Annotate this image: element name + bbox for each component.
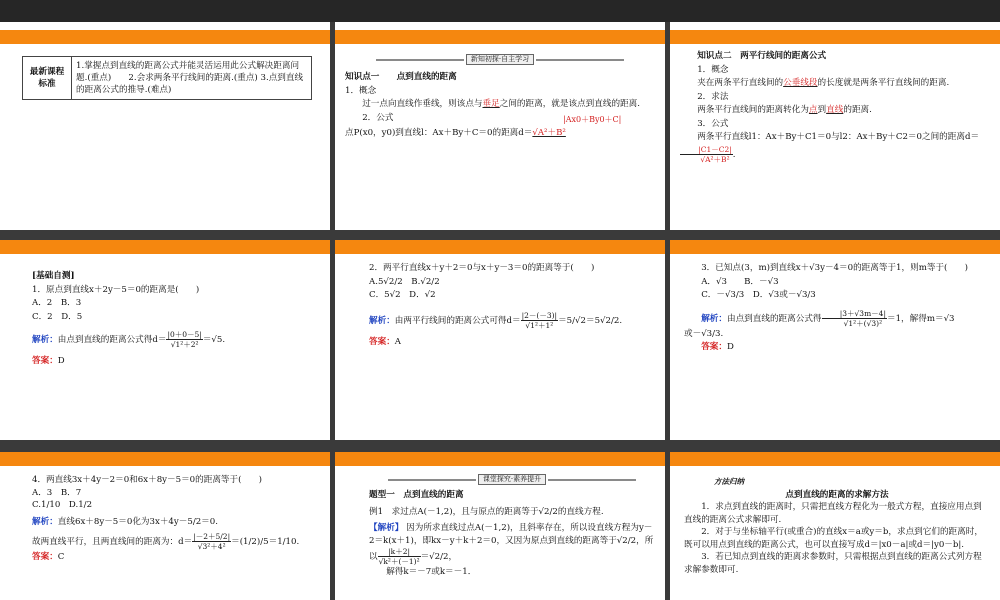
analysis-tail: 或－√3/3. [684, 328, 724, 339]
answer-text: 答案：D [701, 342, 734, 352]
concept-text: 过一点向直线作垂线，则该点与垂足之间的距离，就是该点到直线的距离. [362, 99, 640, 109]
formula-numerator: |Ax0＋By0＋C| [563, 115, 622, 124]
top-toolbar [0, 0, 1000, 22]
knowledge-point-title: 知识点二 两平行线间的距离公式 [697, 51, 827, 61]
formula-title: 3．公式 [697, 118, 729, 129]
slide-header-bar [0, 240, 330, 254]
slide-body [0, 254, 330, 440]
slide-body [670, 44, 1000, 230]
question-text: 1．原点到直线x＋2y－5＝0的距离是( ) [32, 284, 200, 295]
slide-header-bar [670, 30, 1000, 44]
answer-text: 答案：D [32, 356, 65, 366]
example-text: 例1 求过点A(－1,2)，且与原点的距离等于√2/2的直线方程. [369, 506, 604, 517]
formula-title: 2．公式 [362, 112, 394, 123]
section-banner [369, 474, 655, 485]
analysis-text: 解析：直线6x＋8y－5＝0化为3x＋4y－5/2＝0. [32, 516, 218, 527]
slide-header-bar [335, 240, 665, 254]
options-row: A．√3 B．－√3 [701, 276, 779, 287]
table-content: 1.掌握点到直线的距离公式并能灵活运用此公式解决距离问题.(重点) 2.会求两条平行线间的距离.(重点) 3.点到直线的距离公式的推导.(难点) [72, 57, 312, 100]
slide-header-bar [335, 30, 665, 44]
slide-thumbnail-9[interactable] [670, 452, 1000, 600]
method-heading: 方法归纳 [714, 477, 744, 486]
answer-text: 答案：A [369, 336, 402, 347]
analysis-cut-line: 解得k＝－7或k＝－1． [386, 567, 477, 577]
table-header: 最新课程标准 [23, 57, 72, 100]
slide-thumbnail-2[interactable] [335, 30, 665, 230]
analysis-text-2: 故两直线平行，且两直线间的距离为：d＝ $\frac{|-2+5/2|}{\text{√3²＋4²}}$ ＝(1/2)/5＝1/10. [32, 532, 300, 551]
slide-body [670, 254, 1000, 440]
slide-header-bar [0, 452, 330, 466]
row-divider [0, 440, 1000, 452]
course-standard-table [22, 56, 312, 100]
slide-thumbnail-7[interactable] [0, 452, 330, 600]
concept-title: 1．概念 [697, 64, 729, 75]
options-row: A．3 B．7 [32, 487, 82, 498]
slide-thumbnail-5[interactable] [335, 240, 665, 440]
slide-body [670, 466, 1000, 600]
banner-label: 新知初探·自主学习 [466, 54, 534, 65]
options-row: C．2 D．5 [32, 311, 83, 322]
slide-body [335, 466, 665, 600]
slide-body [335, 254, 665, 440]
slide-thumbnail-1[interactable] [0, 30, 330, 230]
formula-text: 点P(x0，y0)到直线l：Ax＋By＋C＝0的距离d＝√A²＋B² [345, 127, 566, 138]
method-blank-point: 点 [808, 105, 818, 115]
row-divider [0, 230, 1000, 240]
concept-text: 夹在两条平行直线间的公垂线段的长度就是两条平行直线间的距离. [697, 78, 950, 88]
question-text: 3．已知点(3，m)到直线x＋√3y－4＝0的距离等于1，则m等于( ) [701, 263, 968, 273]
options-row: C.1/10 D.1/2 [32, 500, 93, 510]
question-text: 2．两平行直线x＋y＋2＝0与x＋y－3＝0的距离等于( ) [369, 263, 595, 273]
method-title: 点到直线的距离的求解方法 [785, 489, 889, 500]
slide-header-bar [670, 240, 1000, 254]
method-paragraph: 2．对于与坐标轴平行(或重合)的直线x＝a或y＝b，求点到它们的距离时，既可以用点到直线的距离公式，也可以直接写成d＝|x0－a|或d＝|y0－b|. [684, 527, 983, 550]
slide-header-bar [670, 452, 1000, 466]
options-row: C．5√2 D．√2 [369, 290, 436, 300]
analysis-text: 解析：由点到直线的距离公式得d＝ $\frac{|0+0-5|}{\text{√1²＋2²}}$ ＝√5. [32, 330, 226, 349]
options-row: A．2 B．3 [32, 298, 82, 308]
analysis-text: 解析：由两平行线间的距离公式可得d＝ $\frac{|2-(-3)|}{\text{√1²＋1²}}$ ＝5/√2＝5√2/2. [369, 310, 623, 330]
options-row: C．－√3/3 D．√3或－√3/3 [701, 290, 816, 300]
slide-body [0, 44, 330, 230]
knowledge-point-title: 知识点一 点到直线的距离 [345, 72, 457, 82]
method-blank-line: 直线 [826, 105, 844, 115]
concept-title: 1．概念 [345, 85, 377, 96]
concept-blank: 公垂线段 [783, 78, 818, 88]
formula-text: 两条平行直线l1：Ax＋By＋C1＝0与l2：Ax＋By＋C2＝0之间的距离d＝ $\frac{|C1-C2|}{\text{√A²＋B²}}$ . [680, 131, 990, 164]
banner-label: 课堂探究·素养提升 [478, 474, 546, 485]
slide-header-bar [0, 30, 330, 44]
method-paragraph: 3．若已知点到直线的距离求参数时，只需根据点到直线的距离公式列方程求解参数即可. [684, 552, 982, 575]
slide-thumbnail-3[interactable] [670, 30, 1000, 230]
type-title: 题型一 点到直线的距离 [369, 490, 464, 500]
formula-denominator: √A²＋B² [532, 127, 566, 138]
slide-thumbnail-4[interactable] [0, 240, 330, 440]
method-paragraph: 1．求点到直线的距离时，只需把直线方程化为一般式方程，直接应用点到直线的距离公式求解即可. [684, 502, 982, 525]
slide-body [335, 44, 665, 230]
options-row: A.5√2/2 B.√2/2 [369, 276, 440, 287]
slide-thumbnail-8[interactable] [335, 452, 665, 600]
concept-blank: 垂足 [482, 99, 500, 109]
question-text: 4．两直线3x＋4y－2＝0和6x＋8y－5＝0的距离等于( ) [32, 475, 263, 485]
section-heading: [基础自测] [32, 271, 75, 281]
analysis-text: 解析：由点到直线的距离公式得 $\frac{|3+√3m-4|}{\text{√1²＋(√3)²}}$ ＝1，解得m＝√3 [701, 308, 955, 328]
answer-text: 答案：C [32, 552, 65, 562]
section-banner [345, 54, 655, 65]
slide-header-bar [335, 452, 665, 466]
formula-fraction: $\frac{|C1-C2|}{\text{√A²＋B²}}$ [680, 145, 733, 164]
slide-thumbnail-6[interactable] [670, 240, 1000, 440]
slide-body [0, 466, 330, 600]
method-text: 两条平行直线间的距离转化为点到直线的距离. [697, 105, 872, 115]
analysis-text: 【解析】 因为所求直线过点A(－1,2)，且斜率存在，所以设直线方程为y－2＝k(x＋1)，即kx－y＋k＋2＝0，又因为原点到直线的距离等于√2/2，所以 $\frac{|k+2|}{\text{√k²＋(－1)²}}$ ＝√2/2， [369, 523, 654, 566]
method-title: 2．求法 [697, 91, 729, 102]
